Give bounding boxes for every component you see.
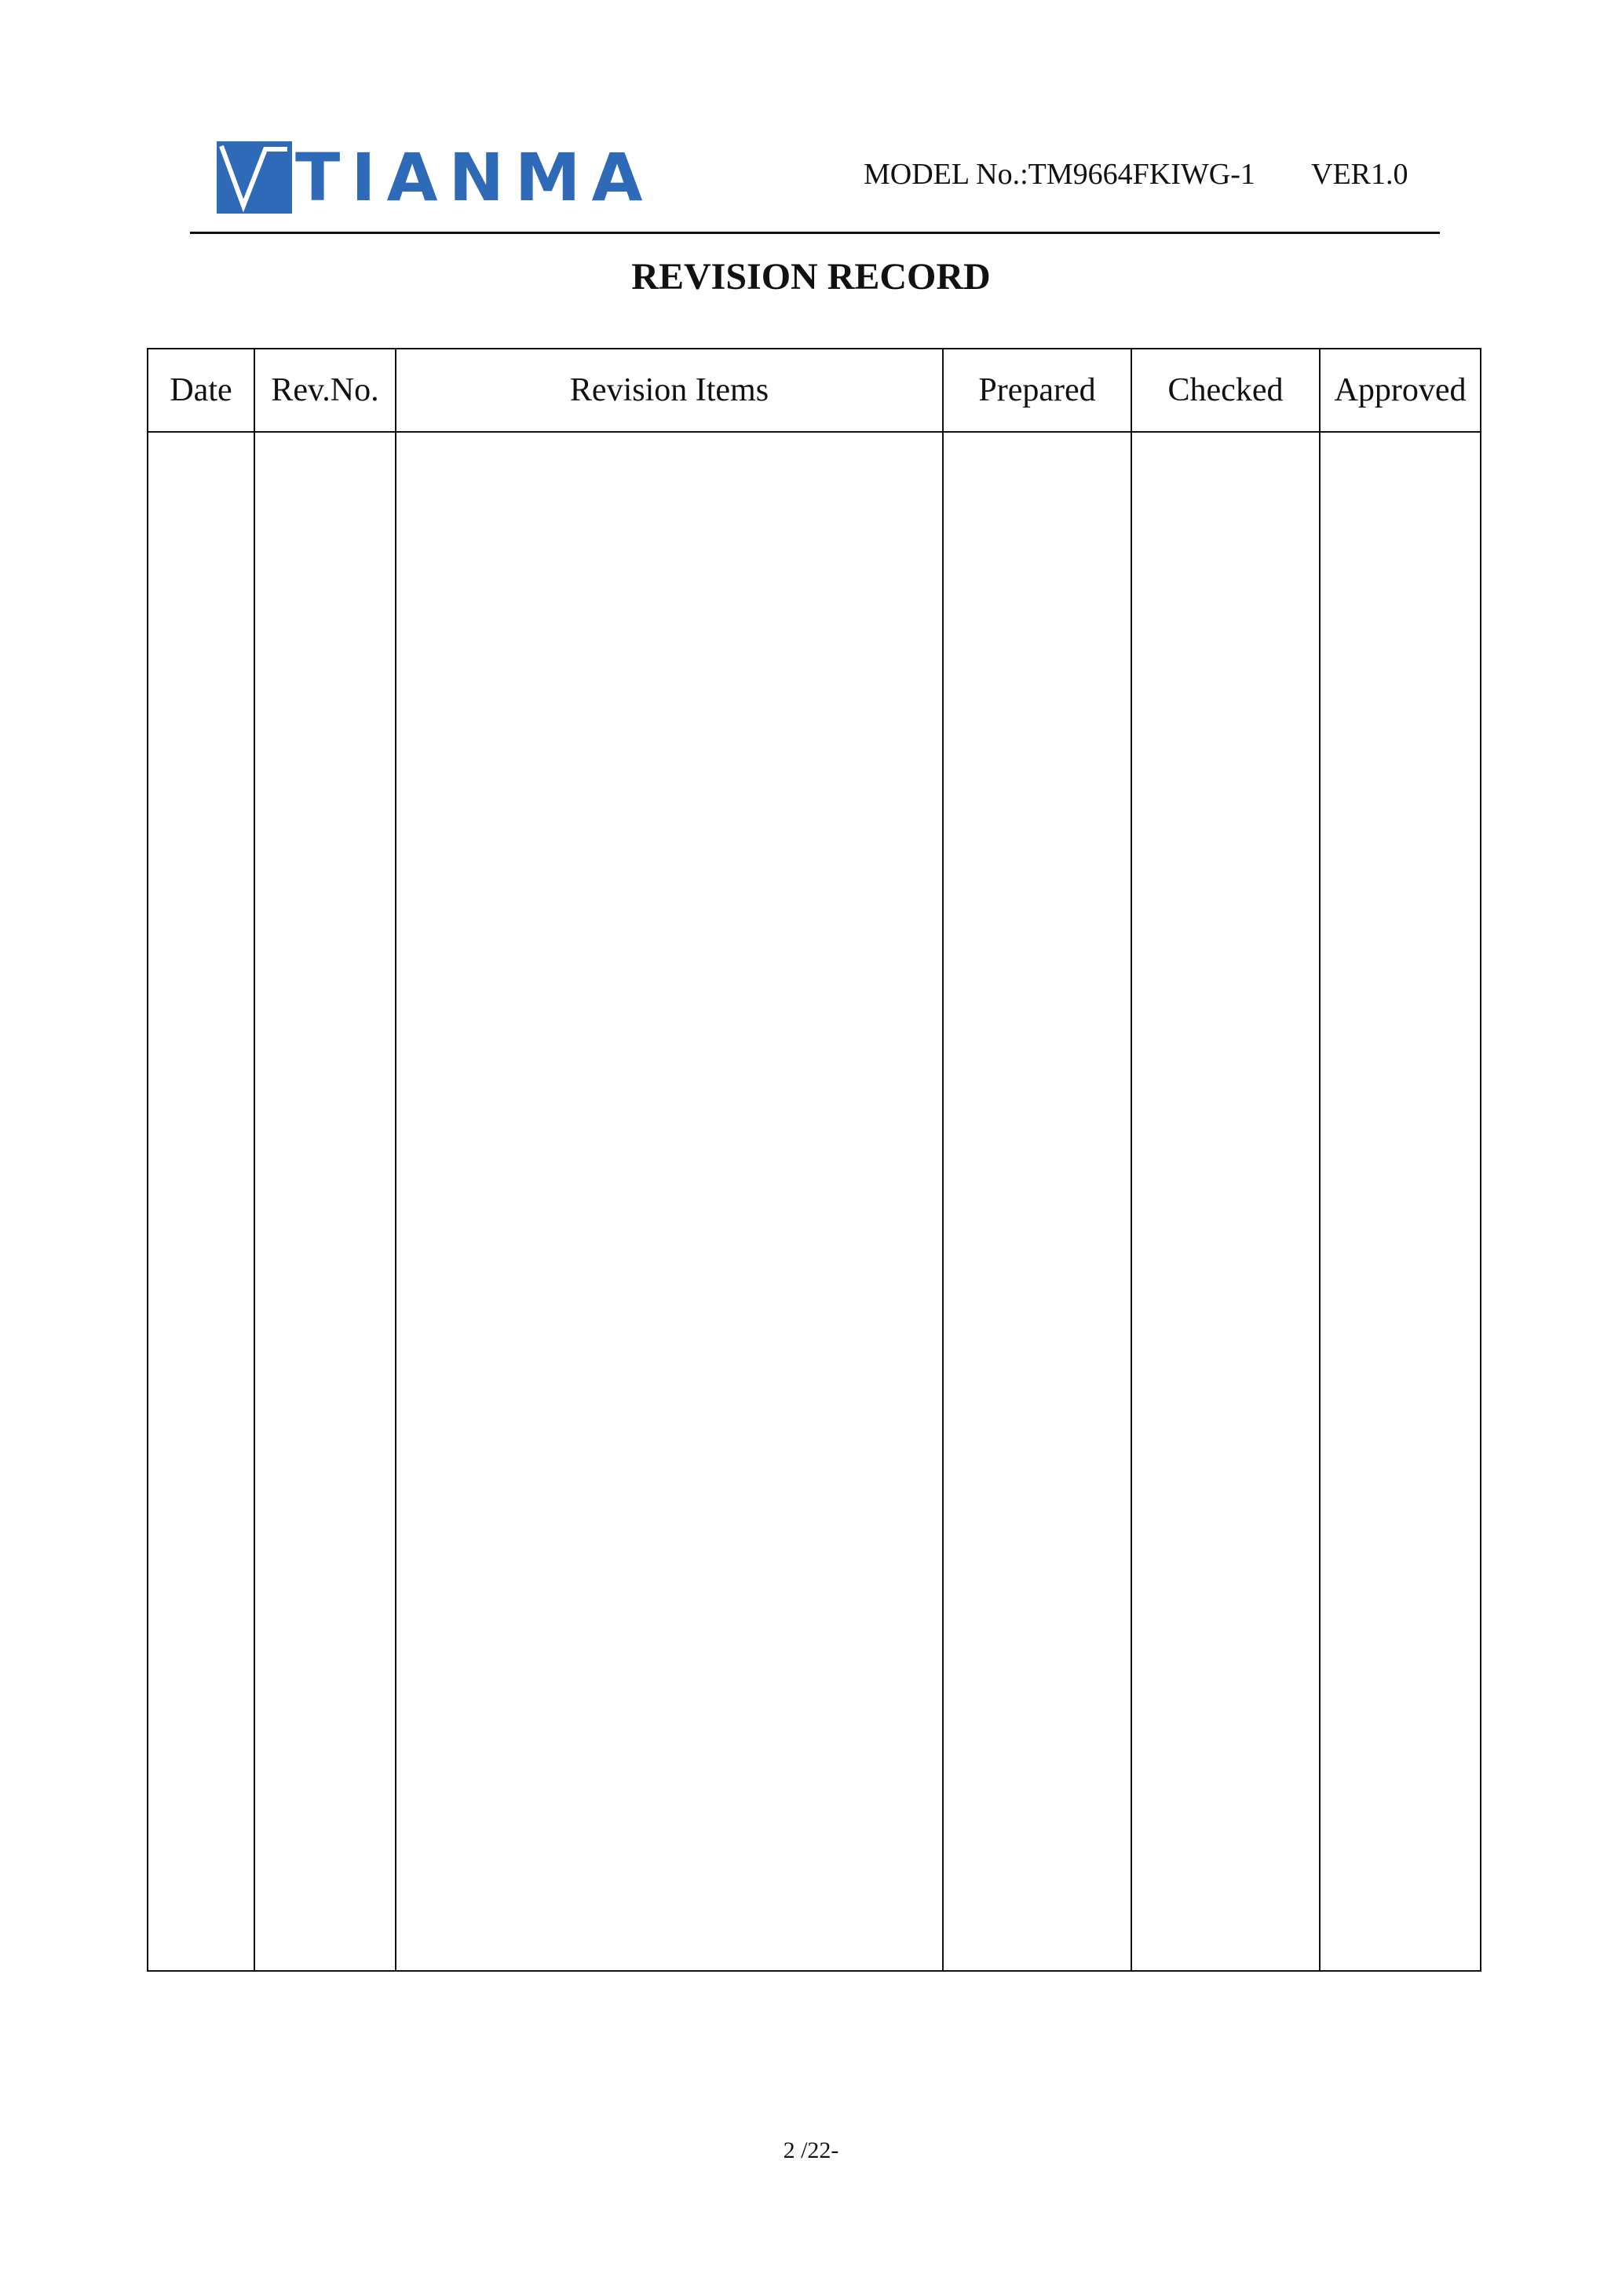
cell-revision-items xyxy=(396,432,943,1971)
column-header-rev-no: Rev.No. xyxy=(254,349,396,432)
column-header-approved: Approved xyxy=(1320,349,1481,432)
tianma-logo xyxy=(217,141,727,214)
logo-emblem-icon xyxy=(217,141,292,214)
version-label: VER1.0 xyxy=(1311,158,1408,191)
page-number: 2 /22- xyxy=(783,2137,839,2163)
header-divider xyxy=(190,232,1440,234)
cell-checked xyxy=(1131,432,1320,1971)
revision-table xyxy=(147,348,1481,1972)
column-header-date: Date xyxy=(148,349,254,432)
cell-rev-no xyxy=(254,432,396,1971)
cell-prepared xyxy=(943,432,1131,1971)
table-row-empty xyxy=(148,432,1481,1971)
column-header-revision-items: Revision Items xyxy=(396,349,943,432)
page-title: REVISION RECORD xyxy=(631,256,991,298)
logo-wordmark: TIANMA xyxy=(295,139,654,216)
document-header-info xyxy=(864,157,1413,196)
cell-date xyxy=(148,432,254,1971)
model-number: MODEL No.:TM9664FKIWG-1 xyxy=(864,158,1255,191)
cell-approved xyxy=(1320,432,1481,1971)
table-header-row xyxy=(148,349,1481,432)
column-header-prepared: Prepared xyxy=(943,349,1131,432)
column-header-checked: Checked xyxy=(1131,349,1320,432)
